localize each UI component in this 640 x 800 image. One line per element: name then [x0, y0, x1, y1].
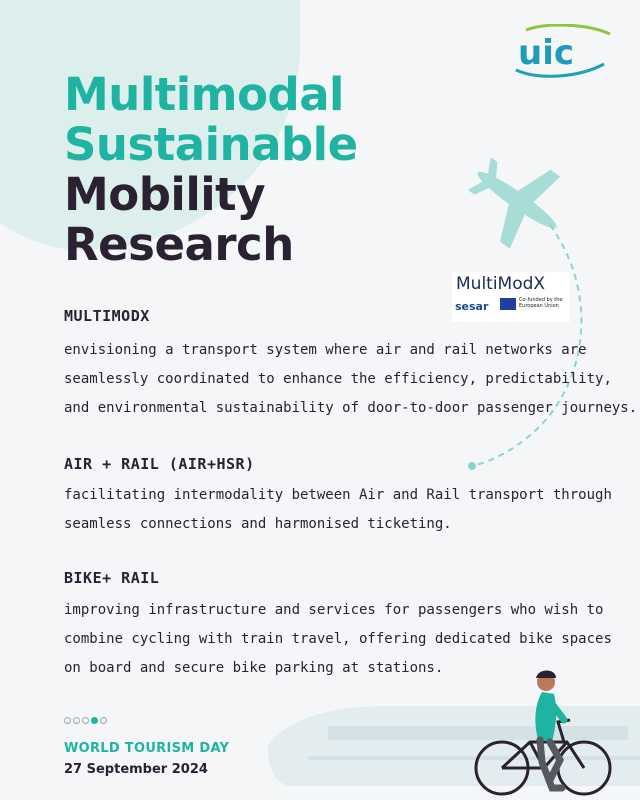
title-line-2: Sustainable — [64, 118, 358, 171]
multimodx-badge-title: MultiModX — [456, 274, 546, 294]
page-dot — [64, 717, 71, 724]
page-dot — [100, 717, 107, 724]
page-dot — [73, 717, 80, 724]
section-text-line: seamlessly coordinated to enhance the efficiency, predictability, — [64, 371, 612, 387]
uic-logo — [508, 24, 618, 80]
event-date: 27 September 2024 — [64, 762, 208, 777]
section-text-line: envisioning a transport system where air and rail networks are — [64, 342, 587, 358]
page-indicator — [64, 717, 107, 724]
section-heading: MULTIMODX — [64, 307, 150, 325]
sesar-logo: sesar — [455, 300, 489, 313]
page-dot-active — [91, 717, 98, 724]
page-title — [64, 70, 358, 270]
section-text-line: on board and secure bike parking at stations. — [64, 660, 444, 676]
section-text-line: and environmental sustainability of door-to-door passenger journeys. — [64, 400, 638, 416]
section-text-line: seamless connections and harmonised ticketing. — [64, 516, 452, 532]
logo-text: uic — [518, 33, 575, 73]
section-heading: BIKE+ RAIL — [64, 569, 160, 587]
title-line-3: Mobility — [64, 168, 266, 221]
section-heading: AIR + RAIL (AIR+HSR) — [64, 455, 255, 473]
eu-flag-icon — [500, 298, 516, 310]
section-text-line: combine cycling with train travel, offering dedicated bike spaces — [64, 631, 612, 647]
eu-cofunded-label: Co-funded by the European Union — [519, 297, 563, 309]
section-text-line: facilitating intermodality between Air and Rail transport through — [64, 487, 612, 503]
event-name: WORLD TOURISM DAY — [64, 741, 230, 756]
section-text-line: improving infrastructure and services for passengers who wish to — [64, 602, 604, 618]
multimodx-badge — [452, 272, 570, 322]
title-line-4: Research — [64, 218, 294, 271]
cyclist-illustration — [472, 662, 622, 800]
page-dot — [82, 717, 89, 724]
title-line-1: Multimodal — [64, 68, 344, 121]
